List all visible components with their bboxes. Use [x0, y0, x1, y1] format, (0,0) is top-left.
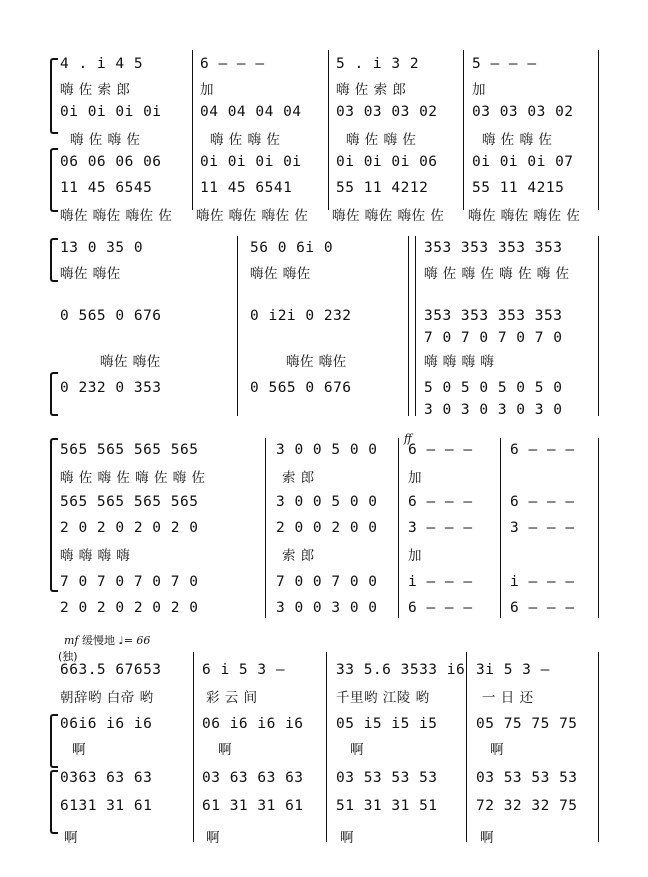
measure-cell: 3 0 0 3 0 0	[276, 600, 378, 616]
lyric-cell: 嗨 佐 索 郎	[336, 82, 407, 98]
barline	[463, 50, 464, 210]
measure-cell: 04 04 04 04	[200, 104, 302, 120]
measure-cell: 353 353 353 353	[424, 240, 563, 256]
dynamic-label: mf	[64, 634, 79, 647]
lyric-cell: 啊	[206, 830, 220, 846]
barline	[398, 438, 399, 618]
lyric-cell: 嗨 佐 嗨 佐	[210, 132, 281, 148]
measure-cell: 6 – – –	[408, 600, 473, 616]
lyric-cell: 啊	[490, 742, 504, 758]
measure-cell: i – – –	[408, 574, 473, 590]
lyric-cell: 嗨佐 嗨佐	[286, 354, 347, 370]
lyric-cell: 索 郎	[282, 548, 315, 564]
lyric-cell: 嗨 佐 嗨 佐 嗨 佐 嗨 佐	[60, 470, 206, 486]
measure-cell: 5 – – –	[472, 56, 537, 72]
measure-cell: 03 53 53 53	[336, 770, 438, 786]
measure-cell: 0i 0i 0i 06	[336, 154, 438, 170]
measure-cell: 6 – – –	[200, 56, 265, 72]
measure-cell: 05 75 75 75	[476, 716, 578, 732]
lyric-cell: 嗨 嗨 嗨 嗨	[60, 548, 131, 564]
measure-cell: 03 03 03 02	[336, 104, 438, 120]
music-system-3	[0, 428, 648, 628]
measure-cell: 61 31 31 61	[202, 798, 304, 814]
measure-cell: 0i 0i 0i 0i	[60, 104, 162, 120]
lyric-cell: 嗨佐 嗨佐 嗨佐 佐	[468, 208, 581, 224]
lyric-cell: 千里哟 江陵 哟	[336, 690, 430, 706]
measure-cell: 51 31 31 51	[336, 798, 438, 814]
tempo-marking	[64, 632, 150, 648]
measure-cell: 565 565 565 565	[60, 494, 199, 510]
measure-cell: 0 565 0 676	[60, 308, 162, 324]
measure-cell: 565 565 565 565	[60, 442, 199, 458]
lyric-cell: 嗨佐 嗨佐 嗨佐 佐	[60, 208, 173, 224]
barline	[500, 438, 501, 618]
dynamic-marking: ff	[404, 432, 412, 445]
barline	[237, 236, 238, 416]
measure-cell: 0i 0i 0i 07	[472, 154, 574, 170]
system-brace	[50, 438, 58, 592]
measure-cell: 3 – – –	[408, 520, 473, 536]
measure-cell: 6131 31 61	[60, 798, 153, 814]
system-brace	[50, 58, 58, 134]
measure-cell: 2 0 2 0 2 0 2 0	[60, 520, 199, 536]
measure-cell: 06i6 i6 i6	[60, 716, 153, 732]
lyric-cell: 彩 云 间	[206, 690, 258, 706]
system-brace	[50, 770, 58, 834]
system-brace	[50, 148, 58, 212]
lyric-cell: 啊	[64, 830, 78, 846]
lyric-cell: 啊	[480, 830, 494, 846]
measure-cell: 11 45 6545	[60, 180, 153, 196]
barline	[192, 50, 193, 210]
lyric-cell: 嗨 佐 嗨 佐	[482, 132, 553, 148]
barline	[466, 652, 467, 842]
system-brace	[50, 372, 58, 416]
lyric-cell: 啊	[218, 742, 232, 758]
measure-cell: 2 0 2 0 2 0 2 0	[60, 600, 199, 616]
lyric-cell: 啊	[350, 742, 364, 758]
measure-cell: 56 0 6i 0	[250, 240, 334, 256]
measure-cell: 7 0 0 7 0 0	[276, 574, 378, 590]
measure-cell: 72 32 32 75	[476, 798, 578, 814]
measure-cell: 0 565 0 676	[250, 380, 352, 396]
measure-cell: 33 5.6 3533 i6	[336, 662, 466, 678]
measure-cell: 5 . i 3 2	[336, 56, 420, 72]
lyric-cell: 嗨 佐 嗨 佐	[346, 132, 417, 148]
measure-cell: 6 – – –	[510, 494, 575, 510]
solo-marking: (独)	[58, 650, 78, 663]
barline	[598, 438, 599, 618]
measure-cell: i – – –	[510, 574, 575, 590]
measure-cell: 3i 5 3 –	[476, 662, 550, 678]
measure-cell: 13 0 35 0	[60, 240, 144, 256]
tempo-text: 缓慢地	[82, 634, 116, 647]
tempo-value: ♩= 66	[118, 634, 151, 647]
measure-cell: 7 0 7 0 7 0 7 0	[60, 574, 199, 590]
lyric-cell: 嗨佐 嗨佐	[60, 266, 121, 282]
measure-cell: 03 63 63 63	[202, 770, 304, 786]
barline	[265, 438, 266, 618]
measure-cell: 03 03 03 02	[472, 104, 574, 120]
barline	[598, 50, 599, 210]
lyric-cell: 嗨 佐 索 郎	[60, 82, 131, 98]
lyric-cell: 啊	[72, 742, 86, 758]
lyric-cell: 嗨佐 嗨佐	[250, 266, 311, 282]
measure-cell: 3 0 0 5 0 0	[276, 442, 378, 458]
lyric-cell: 嗨 佐 嗨 佐	[70, 132, 141, 148]
measure-cell: 6 i 5 3 –	[202, 662, 286, 678]
measure-cell: 0 232 0 353	[60, 380, 162, 396]
measure-cell: 11 45 6541	[200, 180, 293, 196]
barline	[328, 50, 329, 210]
lyric-cell: 嗨佐 嗨佐 嗨佐 佐	[332, 208, 445, 224]
measure-cell: 0i 0i 0i 0i	[200, 154, 302, 170]
barline	[598, 236, 599, 416]
lyric-cell: 索 郎	[282, 470, 315, 486]
lyric-cell: 啊	[340, 830, 354, 846]
music-system-1	[0, 40, 648, 230]
measure-cell: 05 i5 i5 i5	[336, 716, 438, 732]
lyric-cell: 嗨佐 嗨佐	[100, 354, 161, 370]
lyric-cell: 嗨佐 嗨佐 嗨佐 佐	[196, 208, 309, 224]
measure-cell: 3 0 0 5 0 0	[276, 494, 378, 510]
measure-cell: 6 – – –	[510, 442, 575, 458]
system-brace	[50, 238, 58, 282]
measure-cell: 7 0 7 0 7 0 7 0	[424, 330, 563, 346]
measure-cell: 06 06 06 06	[60, 154, 162, 170]
measure-cell: 06 i6 i6 i6	[202, 716, 304, 732]
measure-cell: 2 0 0 2 0 0	[276, 520, 378, 536]
lyric-cell: 加	[408, 470, 422, 486]
lyric-cell: 一 日 还	[482, 690, 534, 706]
measure-cell: 6 – – –	[510, 600, 575, 616]
measure-cell: 0 i2i 0 232	[250, 308, 352, 324]
measure-cell: 55 11 4215	[472, 180, 565, 196]
measure-cell: 6 – – –	[408, 442, 473, 458]
measure-cell: 03 53 53 53	[476, 770, 578, 786]
measure-cell: 5 0 5 0 5 0 5 0	[424, 380, 563, 396]
measure-cell: 0363 63 63	[60, 770, 153, 786]
lyric-cell: 嗨 佐 嗨 佐 嗨 佐 嗨 佐	[424, 266, 570, 282]
music-system-2	[0, 232, 648, 422]
lyric-cell: 加	[200, 82, 214, 98]
measure-cell: 3 0 3 0 3 0 3 0	[424, 402, 563, 418]
system-brace	[50, 714, 58, 768]
barline	[415, 236, 416, 416]
barline	[193, 652, 194, 842]
lyric-cell: 朝辞哟 白帝 哟	[60, 690, 154, 706]
barline	[326, 652, 327, 842]
measure-cell: 4 . i 4 5	[60, 56, 144, 72]
measure-cell: 663.5 67653	[60, 662, 162, 678]
lyric-cell: 加	[472, 82, 486, 98]
lyric-cell: 加	[408, 548, 422, 564]
lyric-cell: 嗨 嗨 嗨 嗨	[424, 354, 495, 370]
barline	[598, 652, 599, 842]
measure-cell: 353 353 353 353	[424, 308, 563, 324]
measure-cell: 6 – – –	[408, 494, 473, 510]
measure-cell: 3 – – –	[510, 520, 575, 536]
measure-cell: 55 11 4212	[336, 180, 429, 196]
barline	[408, 236, 409, 416]
music-system-4	[0, 630, 648, 870]
